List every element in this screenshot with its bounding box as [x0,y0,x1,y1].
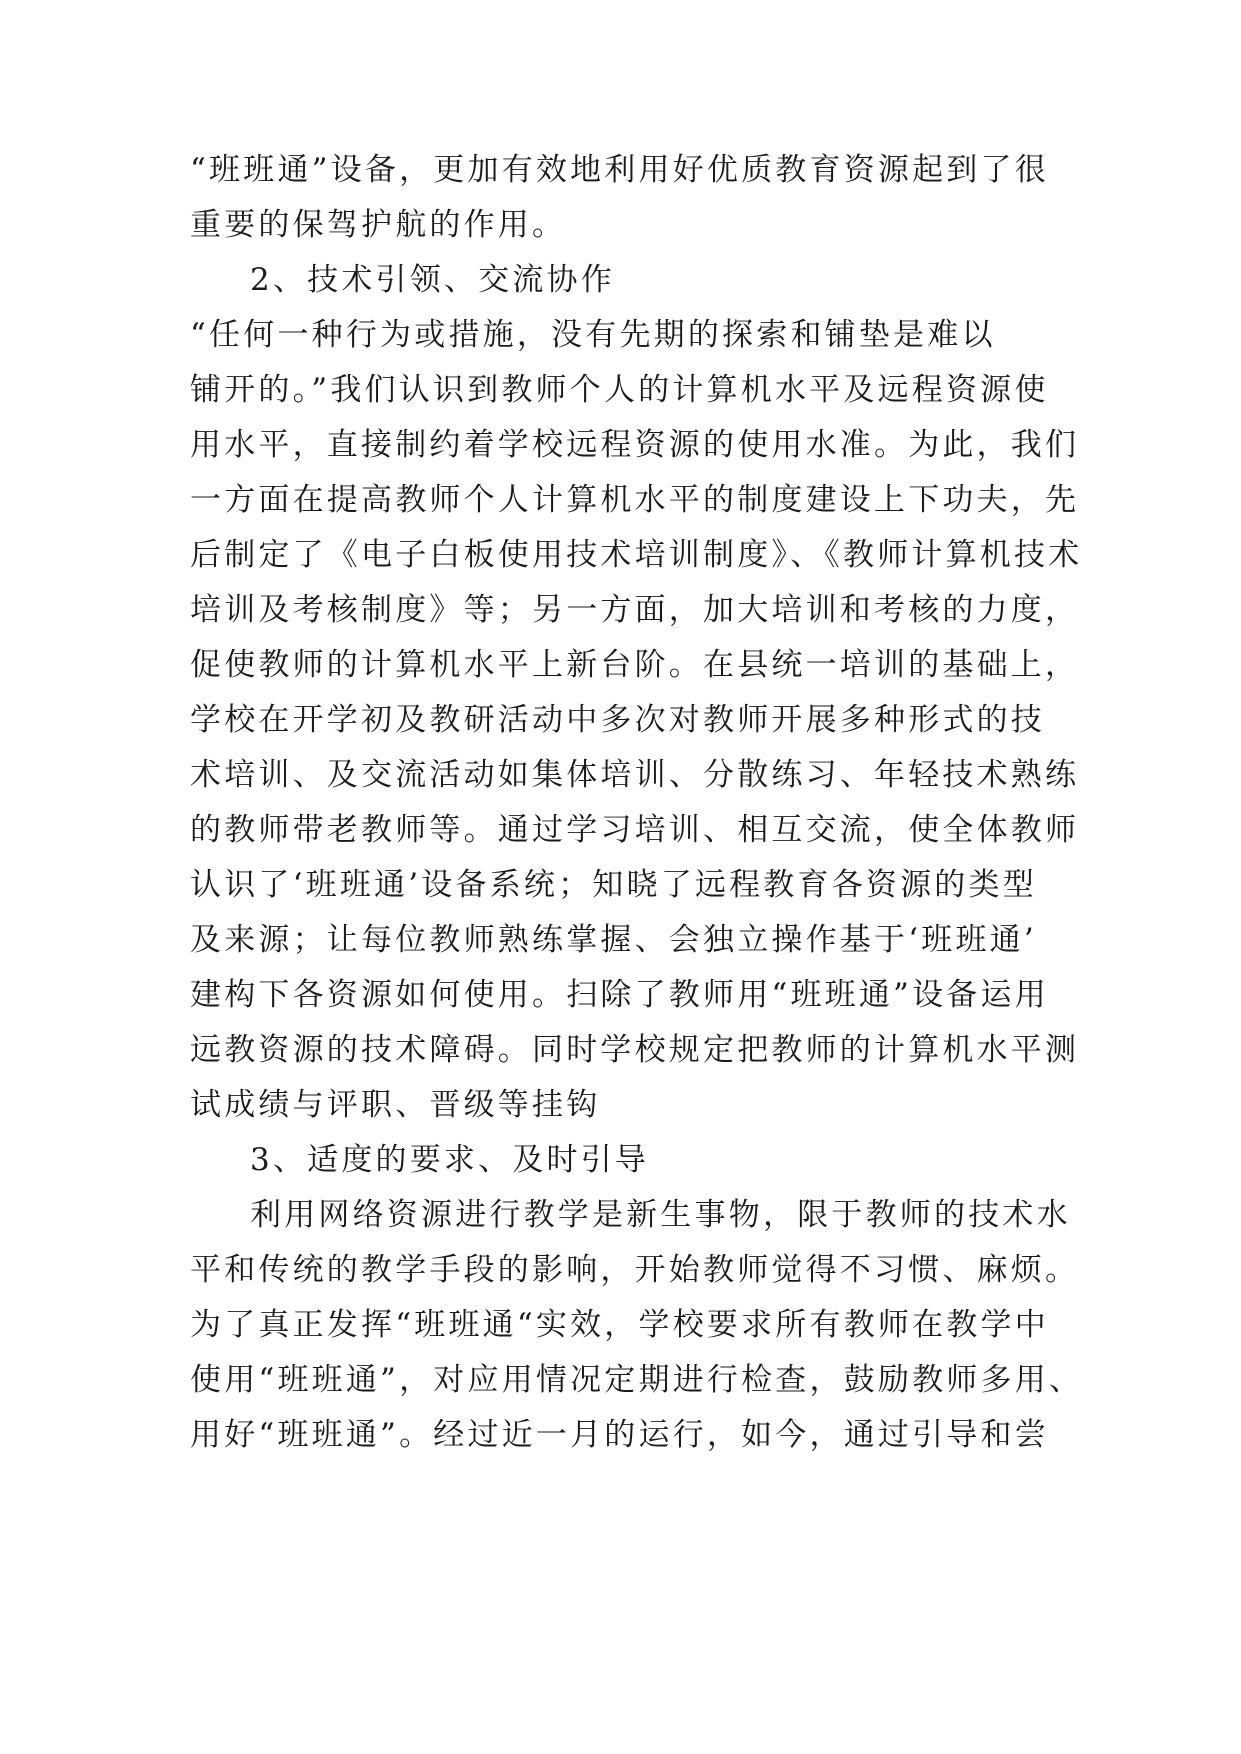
text-line: 用水平，直接制约着学校远程资源的使用水准。为此，我们 [190,427,1080,463]
text-line: 促使教师的计算机水平上新台阶。在县统一培训的基础上， [190,647,1080,683]
text-line: 一方面在提高教师个人计算机水平的制度建设上下功夫，先 [190,482,1080,518]
text-line: 重要的保驾护航的作用。 [190,207,567,243]
text-line: 的教师带老教师等。通过学习培训、相互交流，使全体教师 [190,812,1080,848]
text-line: 试成绩与评职、晋级等挂钩 [190,1087,601,1123]
section-heading: 3、适度的要求、及时引导 [250,1142,650,1178]
section-heading: 2、技术引领、交流协作 [250,262,615,298]
text-line: 培训及考核制度》等；另一方面，加大培训和考核的力度， [190,592,1080,628]
text-line: 利用网络资源进行教学是新生事物，限于教师的技术水 [250,1197,1071,1233]
text-line: 认识了‘班班通’设备系统；知晓了远程教育各资源的类型 [190,867,1037,903]
text-line: 术培训、及交流活动如集体培训、分散练习、年轻技术熟练 [190,757,1080,793]
text-line: 及来源；让每位教师熟练掌握、会独立操作基于‘班班通’ [190,922,1037,958]
text-line: 为了真正发挥“班班通“实效，学校要求所有教师在教学中 [190,1307,1049,1343]
text-line: 铺开的。”我们认识到教师个人的计算机水平及远程资源使 [190,372,1049,408]
text-line: 建构下各资源如何使用。扫除了教师用“班班通”设备运用 [190,977,1049,1013]
text-line: 远教资源的技术障碍。同时学校规定把教师的计算机水平测 [190,1032,1080,1068]
text-line: 用好“班班通”。经过近一月的运行，如今，通过引导和尝 [190,1417,1049,1453]
text-line: “班班通”设备，更加有效地利用好优质教育资源起到了很 [190,152,1049,188]
text-line: 学校在开学初及教研活动中多次对教师开展多种形式的技 [190,702,1045,738]
text-line: 后制定了《电子白板使用技术培训制度》、《教师计算机技术 [190,537,1083,573]
text-line: “任何一种行为或措施，没有先期的探索和铺垫是难以 [190,317,996,353]
text-line: 使用“班班通”，对应用情况定期进行检查，鼓励教师多用、 [190,1362,1084,1398]
text-line: 平和传统的教学手段的影响，开始教师觉得不习惯、麻烦。 [190,1252,1080,1288]
